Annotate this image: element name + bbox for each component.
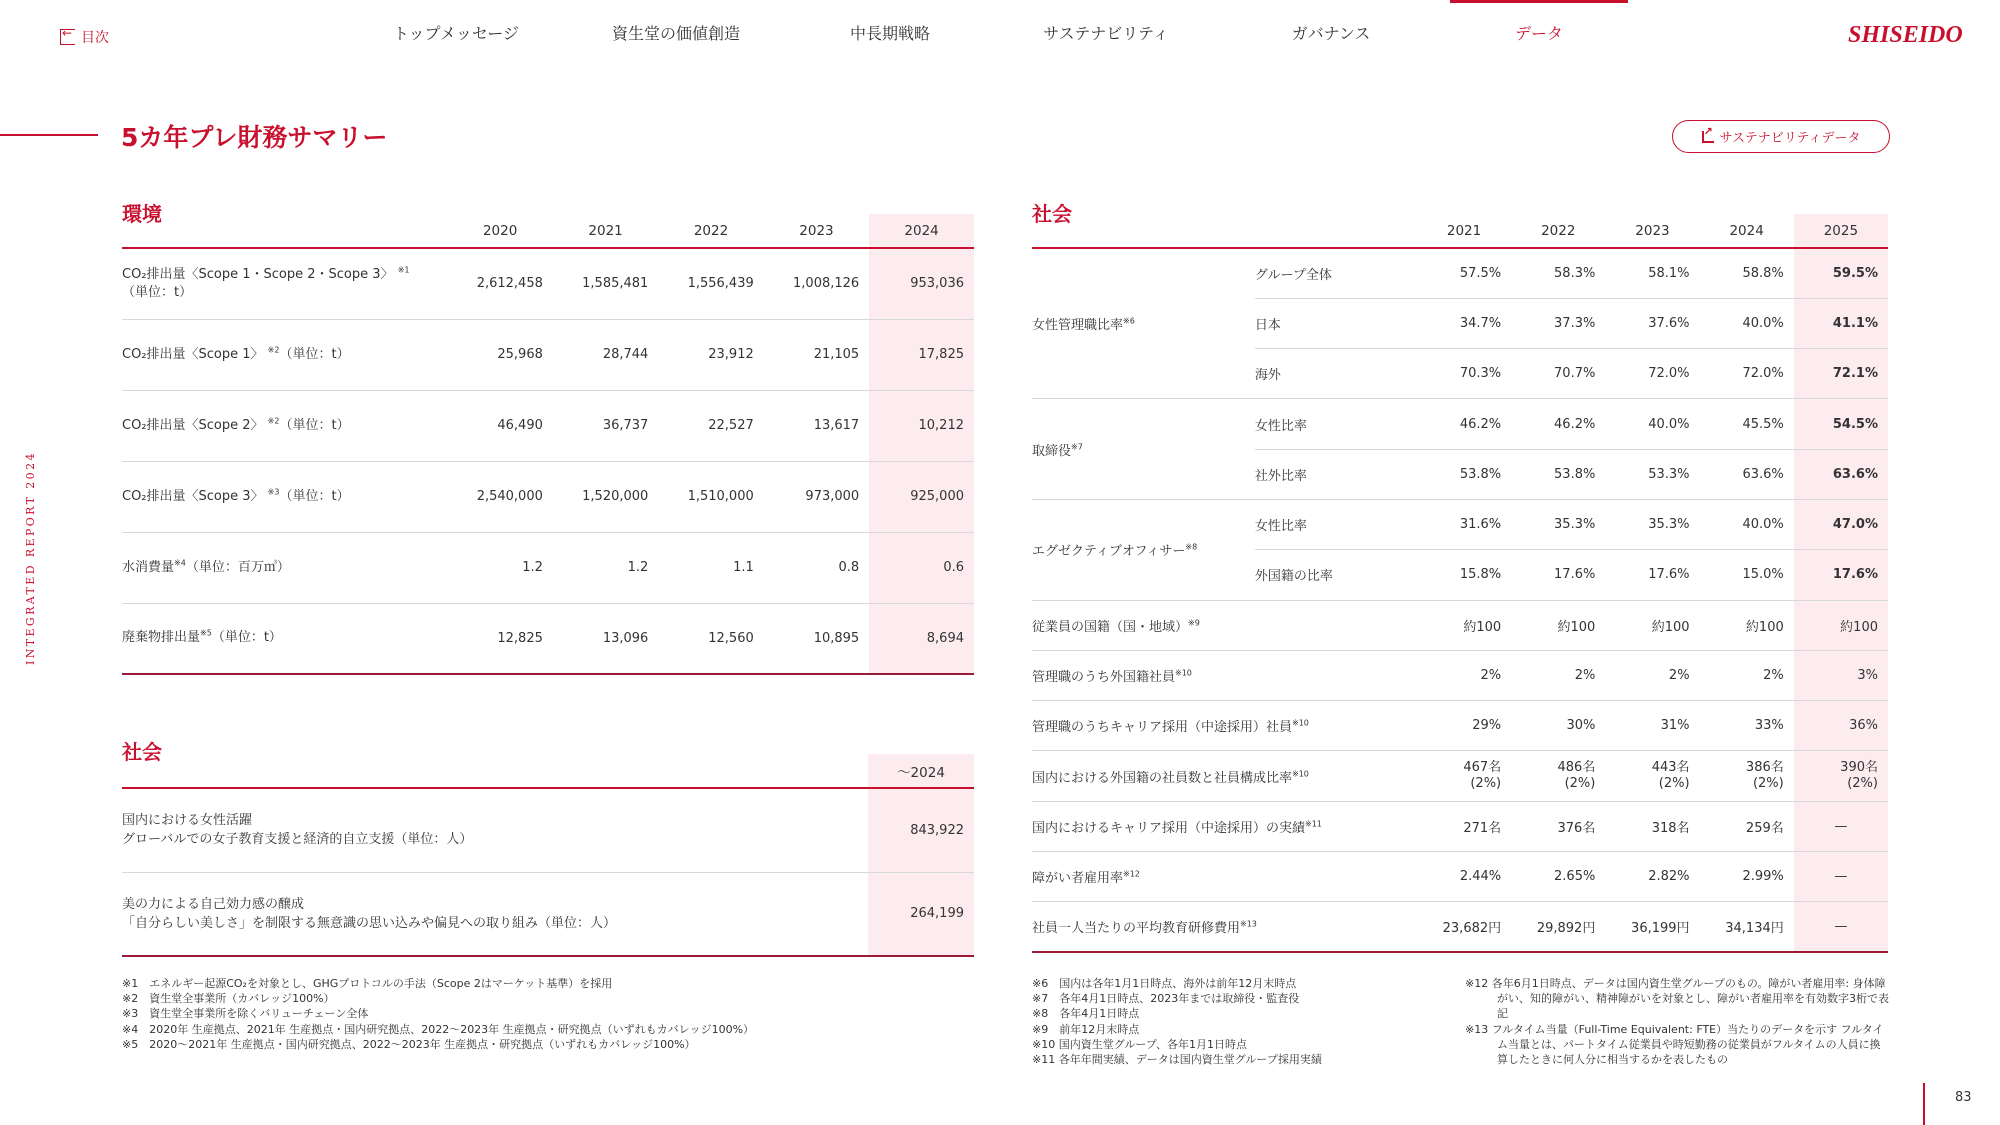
back-to-toc-icon	[60, 29, 75, 45]
table-row: 社外比率 53.8% 53.8% 53.3% 63.6% 63.6%	[1032, 449, 1888, 499]
toc-link[interactable]	[60, 27, 109, 47]
environment-table	[122, 214, 974, 675]
society-footnotes-a: ※6 国内は各年1月1日時点、海外は前年12月末時点 ※7 各年4月1日時点、2023年までは取締役・監査役 ※8 各年4月1日時点 ※9 前年12月末時点 ※10 国内資生堂グループ、各年1月1日時点 ※11 各年年間実績、データは国内資生堂グループ採用実績	[1032, 977, 1322, 1067]
year-header: 2021	[588, 222, 623, 239]
society-data-table	[1032, 214, 1888, 953]
society-left-heading: 社会	[122, 740, 162, 764]
main-nav	[360, 0, 1628, 60]
table-row: エグゼクティブオフィサー$^{※8}$ 女性比率 31.6% 35.3% 35.3% 40.0% 47.0%	[1032, 499, 1888, 549]
table-row: 美の力による自己効力感の醸成 「自分らしい美しさ」を制限する無意識の思い込みや偏見への取り組み（単位：人） 264,199	[122, 872, 974, 956]
table-row: 外国籍の比率 15.8% 17.6% 17.6% 15.0% 17.6%	[1032, 550, 1888, 600]
sustainability-data-label: サステナビリティデータ	[1719, 131, 1861, 146]
table-row: 国内における女性活躍 グローバルでの女子教育支援と経済的自立支援（単位：人） 843,922	[122, 788, 974, 872]
sustainability-data-button[interactable]	[1672, 120, 1890, 153]
external-link-icon	[1702, 131, 1714, 143]
nav-sustainability[interactable]: サステナビリティ	[1043, 24, 1169, 43]
page-number: 83	[1955, 1090, 1972, 1105]
nav-mid-long-term-strategy[interactable]: 中長期戦略	[849, 24, 930, 43]
year-header: 2023	[1635, 222, 1670, 239]
table-row: 女性管理職比率$^{※6}$ グループ全体 57.5% 58.3% 58.1% 58.8% 59.5%	[1032, 248, 1888, 298]
table-row: CO₂排出量〈Scope 3〉 $^{※3}$（単位：t） 2,540,000 1,520,000 1,510,000 973,000 925,000	[122, 461, 974, 532]
page-number-rule	[1923, 1083, 1925, 1125]
table-row: 取締役$^{※7}$ 女性比率 46.2% 46.2% 40.0% 45.5% 54.5%	[1032, 399, 1888, 449]
page-title: 5カ年プレ財務サマリー	[121, 123, 388, 152]
year-header: 2020	[482, 222, 518, 239]
side-label: INTEGRATED REPORT 2024	[24, 451, 37, 665]
title-rule	[0, 134, 98, 136]
table-row: CO₂排出量〈Scope 2〉 $^{※2}$（単位：t） 46,490 36,737 22,527 13,617 10,212	[122, 390, 974, 461]
table-row: 国内におけるキャリア採用（中途採用）の実績$^{※11}$ 271名 376名 318名 259名 —	[1032, 801, 1888, 851]
society-footnotes-b: ※12 各年6月1日時点、データは国内資生堂グループのもの。障がい者雇用率: 身体障がい、知的障がい、精神障がいを対象とし、障がい者雇用率を有効数字3桁で表記 ※13 フルタイム当量（Full-Time Equivalent: FTE）当たりのデータを示す フルタイム当量とは、パートタイム従業員や時短勤務の従業員がフルタイムの人員に換算したときに何人分に相当するかを表したもの	[1465, 977, 1889, 1067]
year-header: 2024	[1729, 222, 1764, 239]
year-header: 2022	[693, 222, 729, 239]
table-row: 水消費量$^{※4}$（単位：百万㎥） 1.2 1.2 1.1 0.8 0.6	[122, 532, 974, 603]
table-row: CO₂排出量〈Scope 1・Scope 2・Scope 3〉 $^{※1}$ （単位：t） 2,612,458 1,585,481 1,556,439 1,008,126 953,036	[122, 248, 974, 319]
nav-governance[interactable]: ガバナンス	[1291, 24, 1371, 43]
society-impact-table	[122, 754, 974, 957]
table-row: 管理職のうちキャリア採用（中途採用）社員$^{※10}$ 29% 30% 31% 33% 36%	[1032, 701, 1888, 751]
nav-value-creation[interactable]: 資生堂の価値創造	[611, 24, 740, 43]
shiseido-logo[interactable]: SHISEIDO	[1848, 22, 1963, 48]
society-right-heading: 社会	[1032, 202, 1072, 226]
year-header-current: 2025	[1794, 214, 1888, 248]
table-row: 海外 70.3% 70.7% 72.0% 72.0% 72.1%	[1032, 349, 1888, 399]
year-header: 2022	[1541, 222, 1576, 239]
year-header-current: 2024	[869, 214, 974, 248]
nav-data[interactable]: データ	[1450, 0, 1628, 60]
toc-label: 目次	[81, 30, 109, 46]
table-row: CO₂排出量〈Scope 1〉 $^{※2}$（単位：t） 25,968 28,744 23,912 21,105 17,825	[122, 319, 974, 390]
period-header: ～2024	[868, 754, 974, 788]
environment-footnotes: ※1 エネルギー起源CO₂を対象とし、GHGプロトコルの手法（Scope 2はマーケット基準）を採用 ※2 資生堂全事業所（カバレッジ100%） ※3 資生堂全事業所を除くバリューチェーン全体 ※4 2020年 生産拠点、2021年 生産拠点・国内研究拠点、2022～2023年 生産拠点・研究拠点（いずれもカバレッジ100%） ※5 2020～2021年 生産拠点・国内研究拠点、2022～2023年 生産拠点・研究拠点（いずれもカバレッジ100%）	[122, 977, 755, 1051]
table-row: 従業員の国籍（国・地域）$^{※9}$ 約100 約100 約100 約100 約100	[1032, 600, 1888, 650]
table-row: 日本 34.7% 37.3% 37.6% 40.0% 41.1%	[1032, 298, 1888, 348]
year-header: 2021	[1446, 222, 1482, 239]
table-row: 国内における外国籍の社員数と社員構成比率$^{※10}$ 467名 (2%) 486名 (2%) 443名 (2%) 386名 (2%) 390名 (2%)	[1032, 751, 1888, 801]
table-row: 廃棄物排出量$^{※5}$（単位：t） 12,825 13,096 12,560 10,895 8,694	[122, 603, 974, 674]
table-row: 管理職のうち外国籍社員$^{※10}$ 2% 2% 2% 2% 3%	[1032, 650, 1888, 700]
table-row: 障がい者雇用率$^{※12}$ 2.44% 2.65% 2.82% 2.99% —	[1032, 852, 1888, 902]
year-header: 2023	[799, 222, 834, 239]
table-row: 社員一人当たりの平均教育研修費用$^{※13}$ 23,682円 29,892円 36,199円 34,134円 —	[1032, 902, 1888, 952]
nav-top-message[interactable]: トップメッセージ	[393, 24, 519, 43]
environment-heading: 環境	[122, 202, 162, 226]
